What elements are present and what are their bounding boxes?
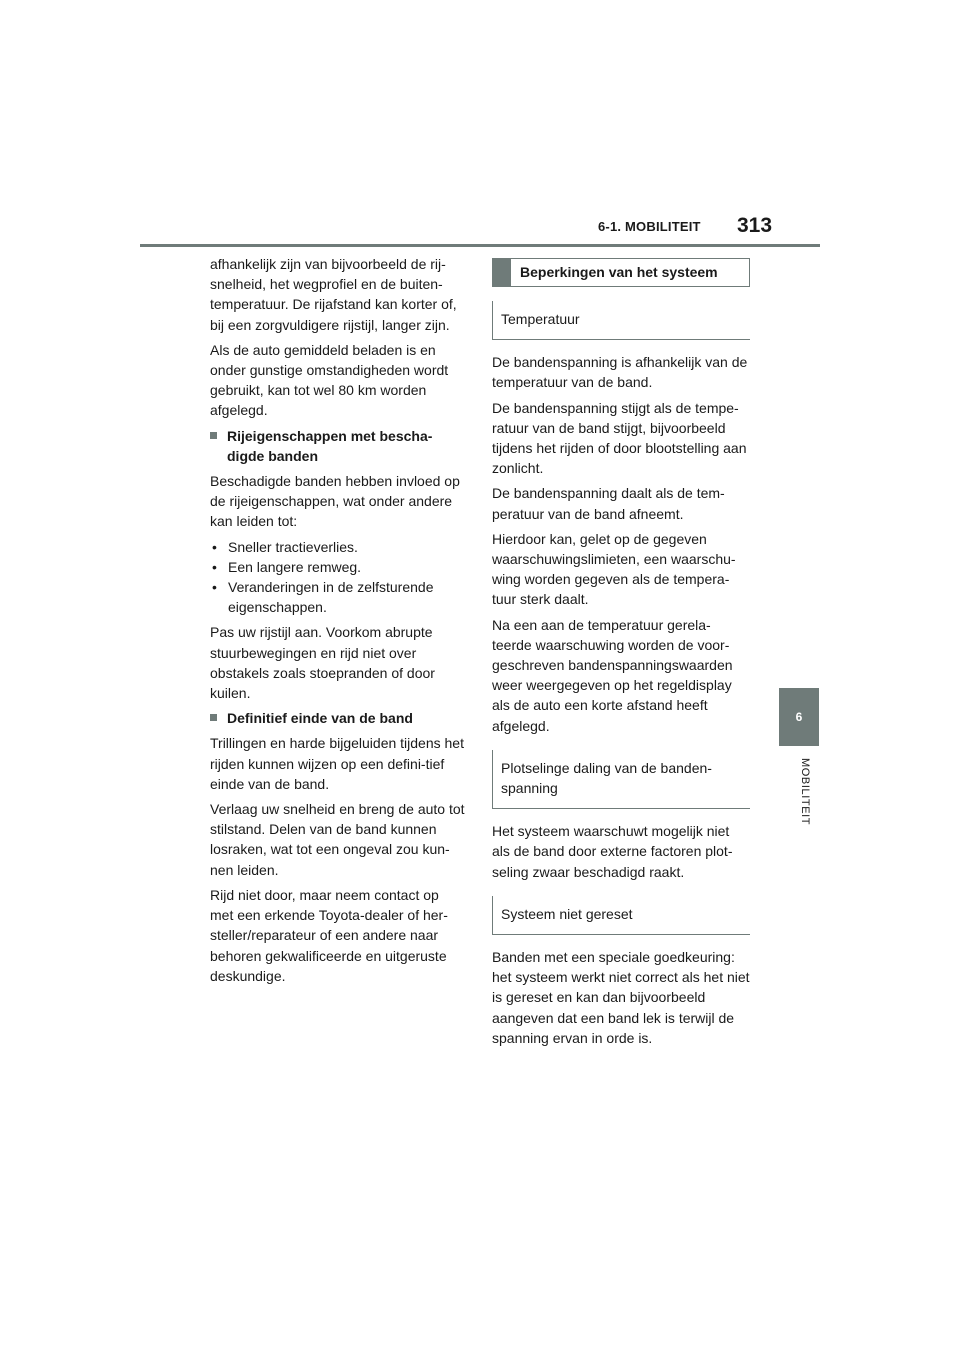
page-number: 313 (737, 214, 773, 237)
square-bullet-icon (210, 432, 217, 439)
section-title: 6-1. MOBILITEIT (598, 219, 701, 234)
paragraph: Hierdoor kan, gelet op de gegeven waarschuwingslimieten, een waarschu-wing worden gegeven als de tempera-tuur sterk daalt. (492, 530, 736, 608)
chapter-tab[interactable] (779, 688, 819, 746)
paragraph: Pas uw rijstijl aan. Voorkom abrupte stuurbewegingen en rijd niet over obstakels zoals stoepranden of door kuilen. (210, 624, 435, 702)
list-item: • Veranderingen in de zelfsturende eigenschappen. (210, 577, 465, 617)
paragraph: Beschadigde banden hebben invloed op de rijeigenschappen, wat onder andere kan leiden tot: (210, 473, 460, 530)
right-column (492, 258, 750, 1053)
subheading-damaged-tyres (210, 426, 465, 466)
left-column (210, 254, 465, 991)
paragraph: afhankelijk zijn van bijvoorbeeld de rij-snelheid, het wegprofiel en de buiten-temperatuur. De rijafstand kan korter of, bij een zorgvuldigere rijstijl, langer zijn. (210, 256, 457, 333)
paragraph: Als de auto gemiddeld beladen is en onder gunstige omstandigheden wordt gebruikt, kan tot wel 80 km worden afgelegd. (210, 341, 449, 419)
header-rule (140, 244, 820, 247)
bullet-list (210, 537, 465, 618)
subheading-text: Rijeigenschappen met bescha-digde banden (227, 427, 433, 464)
paragraph: Banden met een speciale goedkeuring: het systeem werkt niet correct als het niet is gereset en kan dan bijvoorbeeld aangeven dat een band lek is terwijl de spanning ervan in orde is. (492, 949, 750, 1046)
paragraph: De bandenspanning is afhankelijk van de temperatuur van de band. (492, 354, 748, 391)
paragraph: Trillingen en harde bijgeluiden tijdens het rijden kunnen wijzen op een defini-tief einde van de band. (210, 735, 464, 792)
paragraph: Verlaag uw snelheid en breng de auto tot stilstand. Delen van de band kunnen losraken, wat tot een ongeval zou kun-nen leiden. (210, 801, 465, 878)
subheading-end-of-tyre (210, 708, 465, 728)
paragraph: Het systeem waarschuwt mogelijk niet als de band door externe factoren plot-seling zwaar beschadigd raakt. (492, 823, 733, 880)
section-box-heading (492, 258, 750, 287)
heading-bar (493, 259, 511, 286)
chapter-label: MOBILITEIT (799, 758, 811, 826)
subheading-text: Definitief einde van de band (227, 710, 413, 727)
chapter-number: 6 (795, 710, 803, 724)
paragraph: Rijd niet door, maar neem contact op met een erkende Toyota-dealer of her-steller/reparateur of een andere naar behoren gekwalificeerde en uitgeruste deskundige. (210, 886, 448, 984)
list-item: • Sneller tractieverlies. (210, 537, 465, 557)
paragraph: De bandenspanning daalt als de tem-peratuur van de band afneemt. (492, 485, 725, 522)
subsection-system-not-reset: Systeem niet gereset (492, 896, 750, 935)
paragraph: De bandenspanning stijgt als de tempe-ratuur van de band stijgt, bijvoorbeeld tijdens het rijden of door blootstelling aan zonlicht. (492, 399, 747, 477)
list-item: • Een langere remweg. (210, 557, 465, 577)
square-bullet-icon (210, 714, 217, 721)
section-box-title: Beperkingen van het systeem (520, 264, 718, 280)
subsection-sudden-pressure-drop: Plotselinge daling van de banden-spanning (492, 750, 750, 809)
paragraph: Na een aan de temperatuur gerela-teerde waarschuwing worden de voor-geschreven bandenspanningswaarden weer weergegeven op het regeldisplay als de auto een korte afstand heeft afgelegd. (492, 616, 733, 734)
subsection-temperature: Temperatuur (492, 301, 750, 340)
